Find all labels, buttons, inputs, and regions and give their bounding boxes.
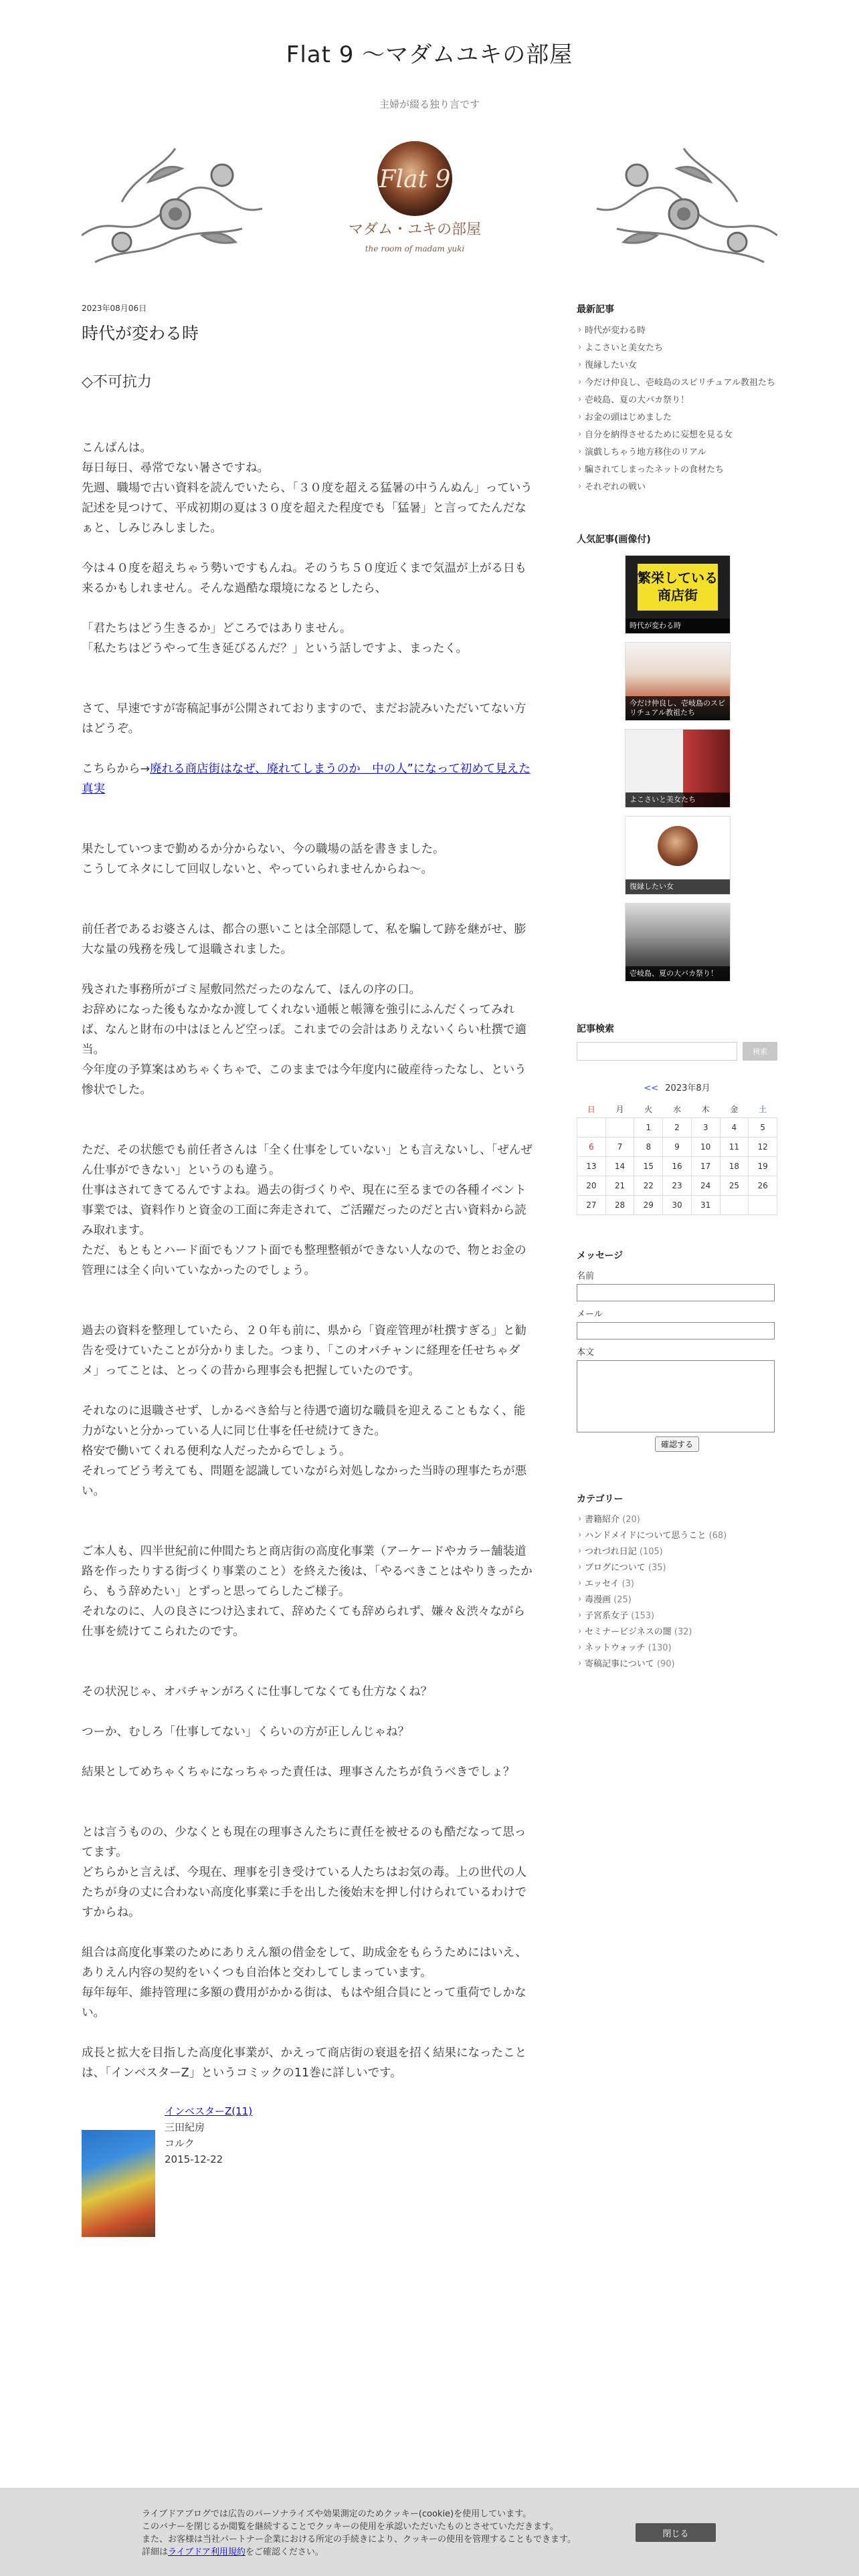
weekday-label: 日 [587,1104,595,1114]
weekday-label: 金 [730,1104,739,1114]
paragraph: とは言うものの、少なくとも現在の理事さんたちに責任を被せるのも酷だなって思ってます。 [82,1826,527,1859]
search-title: 記事検索 [577,1024,614,1035]
calendar-day: 20 [577,1176,606,1196]
paragraph: ただ、もともとハード面でもソフト面でも整理整頓ができない人なので、物とお金の管理には全く向いていなかったのでしょう。 [82,1244,527,1277]
paragraph: 前任者であるお婆さんは、都合の悪いことは全部隠して、私を騙して跡を継がせ、膨大な量の残務を残して退職されました。 [82,923,527,956]
popular-post-label: 壱岐島、夏の大バカ祭り！ [626,966,730,981]
paragraph: 過去の資料を整理していたら、２０年も前に、県から「資産管理が杜撰すぎる」と勧告を受けていたことが分かりました。つまり、「このオバチャンに経理を任せちゃダメ」ってことは、とっくの昔から理事会も把握していたのです。 [82,1324,527,1378]
category-item[interactable] [577,1640,777,1656]
category-name[interactable]: エッセイ [585,1579,619,1589]
calendar-day: 12 [749,1138,777,1157]
calendar-day: 16 [663,1157,692,1176]
category-name[interactable]: 書籍紹介 [585,1515,620,1525]
name-field[interactable] [577,1284,775,1301]
weekday-label: 火 [644,1104,653,1114]
calendar-day [720,1196,749,1215]
weekday-label: 月 [615,1104,624,1114]
popular-post-card[interactable] [625,642,731,721]
calendar-day [605,1118,634,1138]
category-item[interactable] [577,1576,777,1592]
calendar-day: 7 [605,1138,634,1157]
calendar-day[interactable]: 6 [577,1138,606,1157]
category-name[interactable]: ネットウォッチ [585,1643,646,1653]
paragraph: 成長と拡大を目指した高度化事業が、かえって商店街の衰退を招く結果になったことは、「インベスターZ」というコミックの11巻に詳しいです。 [82,2046,527,2080]
calendar-day: 9 [663,1138,692,1157]
search-row [577,1042,777,1061]
cookie-line-suffix: をご確認ください。 [245,2547,324,2557]
popular-post-card[interactable] [625,555,731,634]
calendar-day: 13 [577,1157,606,1176]
paragraph: 仕事はされてきてるんですよね。過去の街づくりや、現在に至るまでの各種イベント事業では、資料作りと資金の工面に奔走されて、ご活躍だったのだと古い資料から読み取れます。 [82,1184,527,1237]
message-body-field[interactable] [577,1360,775,1432]
paragraph: こんばんは。 [82,441,152,455]
calendar-day: 14 [605,1157,634,1176]
cookie-consent-bar [0,2488,859,2576]
calendar-day: 29 [634,1196,663,1215]
site-title[interactable]: Flat 9 〜マダムユキの部屋 [286,41,573,68]
calendar-day: 30 [663,1196,692,1215]
calendar-day: 21 [605,1176,634,1196]
paragraph: それってどう考えても、問題を認識していながら対処しなかった当時の理事たちが悪い。 [82,1465,527,1498]
mail-label: メール [577,1309,603,1319]
category-item[interactable] [577,1624,777,1640]
recent-post-item[interactable]: › 壱岐島、夏の大バカ祭り！ [577,392,777,409]
recent-post-item[interactable]: › 今だけ仲良し、壱岐島のスピリチュアル教祖たち [577,374,777,392]
category-widget [577,1492,777,1673]
category-name[interactable]: ブログについて [585,1563,646,1573]
cookie-line: ライブドアブログでは広告のパーソナライズや効果測定のためクッキー(cookie)を使用しています。 [142,2509,532,2519]
calendar-day: 26 [749,1176,777,1196]
category-name[interactable]: 寄稿記事について [585,1659,654,1669]
category-name[interactable]: セミナービジネスの闇 [585,1627,672,1637]
calendar-day: 18 [720,1157,749,1176]
header-banner[interactable] [82,135,777,269]
book-publisher: コルク [165,2137,195,2149]
logo-jp-title: マダム・ユキの部屋 [348,221,482,238]
calendar-day: 5 [749,1118,777,1138]
name-label: 名前 [577,1271,595,1281]
paragraph: 「私たちはどうやって生き延びるんだ？」という話しですよ、まったく。 [82,642,468,655]
paragraph: さて、早速ですが寄稿記事が公開されておりますので、まだお読みいただいてない方はどうぞ。 [82,702,527,736]
category-count: (105) [639,1547,663,1557]
category-count: (90) [656,1659,675,1669]
category-title: カテゴリー [577,1494,624,1505]
recent-posts-title: 最新記事 [577,304,614,315]
paragraph: 今は４０度を超えちゃう勢いですもんね。そのうち５０度近くまで気温が上がる日も来るかもしれません。そんな過酷な環境になるとしたら、 [82,562,527,595]
popular-posts-title: 人気記事(画像付) [577,534,651,545]
paragraph: 果たしていつまで勤めるか分からない、今の職場の話を書きました。 [82,843,445,856]
paragraph: 「君たちはどう生きるか」どころではありません。 [82,622,352,635]
confirm-button[interactable]: 確認する [655,1436,699,1452]
recent-post-item[interactable]: › お金の頭はじめました [577,409,777,427]
post-title[interactable]: 時代が変わる時 [82,324,199,343]
category-count: (32) [674,1627,692,1637]
logo-subtitle: the room of madam yuki [365,244,465,253]
weekday-label: 水 [672,1104,681,1114]
paragraph: どちらかと言えば、今現在、理事を引き受けている人たちはお気の毒。上の世代の人たちが身の丈に合わない高度化事業に手を出した後始末を押し付けられているわけですからね。 [82,1866,527,1919]
recent-posts-widget [577,302,777,496]
popular-post-label: 今だけ仲良し、壱岐島のスピリチュアル教祖たち [626,696,730,720]
paragraph: 結果としてめちゃくちゃになっちゃった責任は、理事さんたちが負うべきでしょ？ [82,1765,515,1779]
calendar-day: 10 [691,1138,720,1157]
mail-field[interactable] [577,1322,775,1339]
paragraph: 毎年毎年、維持管理に多額の費用がかかる街は、もはや組合員にとって重荷でしかない。 [82,1986,527,2020]
category-name[interactable]: ハンドメイドについて思うこと [585,1531,706,1541]
popular-post-label: 時代が変わる時 [626,619,730,633]
category-name[interactable]: 毒漫画 [585,1595,611,1605]
calendar-day: 24 [691,1176,720,1196]
search-button[interactable]: 検索 [743,1042,777,1061]
category-item[interactable] [577,1528,777,1544]
logo-orb-thumb [658,826,698,866]
paragraph: それなのに退職させず、しかるべき給与と待遇で適切な職員を迎えることもなく、能力がないと分かっている人に同じ仕事を任せ続けてきた。 [82,1404,526,1438]
link-prefix: こちらから→ [82,762,151,776]
weekday-label: 土 [759,1104,767,1114]
popular-post-card[interactable] [625,903,731,982]
terms-link[interactable]: ライブドア利用規約 [168,2547,246,2557]
calendar-day: 27 [577,1196,606,1215]
category-count: (25) [613,1595,632,1605]
right-floral-ornament [597,148,777,262]
book-title-link[interactable]: インベスターZ(11) [165,2105,253,2117]
category-item[interactable] [577,1544,777,1560]
calendar-day: 1 [634,1118,663,1138]
category-item[interactable] [577,1592,777,1608]
paragraph: つーか、むしろ「仕事してない」くらいの方が正しんじゃね？ [82,1725,409,1739]
calendar-day: 2 [663,1118,692,1138]
calendar-day: 8 [634,1138,663,1157]
popular-post-label: 復縁したい女 [626,879,730,894]
message-title: メッセージ [577,1251,624,1261]
calendar-month: 2023年8月 [665,1083,710,1093]
category-item[interactable] [577,1608,777,1624]
post-date: 2023年08月06日 [82,304,147,313]
site-header [0,0,859,111]
body-label: 本文 [577,1348,595,1358]
paragraph: その状況じゃ、オバチャンがろくに仕事してなくても仕方なくね？ [82,1685,433,1699]
category-count: (20) [622,1515,640,1525]
category-count: (68) [708,1531,727,1541]
calendar-prev-link[interactable]: << [644,1083,659,1093]
category-count: (130) [648,1643,672,1653]
paragraph: 毎日毎日、尋常でない暑さですね。 [82,461,269,475]
cookie-line [142,2546,576,2559]
category-list [577,1512,777,1673]
calendar-day: 11 [720,1138,749,1157]
calendar-day: 22 [634,1176,663,1196]
paragraph: ご本人も、四半世紀前に仲間たちと商店街の高度化事業（アーケードやカラー舗装道路を作ったりする街づくり事業のこと）を終えた後は、「やるべきことはやりきったから、もう辞めたい」とずっと思ってらしたご様子。 [82,1545,533,1598]
calendar-day [577,1118,606,1138]
calendar-header [577,1081,777,1093]
recent-post-item[interactable]: › それぞれの戦い [577,479,777,496]
calendar-day: 23 [663,1176,692,1196]
calendar-day: 4 [720,1118,749,1138]
message-widget [577,1249,777,1452]
category-name[interactable]: つれづれ日記 [585,1547,637,1557]
book-card [82,2103,535,2237]
book-cover-image[interactable] [82,2130,155,2237]
post-body [82,372,535,2237]
popular-post-card[interactable] [625,729,731,808]
book-info [165,2103,252,2167]
search-widget [577,1022,777,1061]
paragraph: 今年度の予算案はめちゃくちゃで、このままでは今年度内に破産待ったなし、という惨状でした。 [82,1063,527,1097]
recent-post-item[interactable]: › 時代が変わる時 [577,322,777,340]
popular-post-card[interactable] [625,816,731,895]
paragraph: 先週、職場で古い資料を読んでいたら、「３０度を超える猛暑の中うんぬん」っていう記述を見つけて、平成初期の夏は３０度を超えた程度でも「猛暑」と言ってたんだなぁと、しみじみしました。 [82,481,533,535]
calendar-day: 19 [749,1157,777,1176]
recent-posts-list [577,322,777,496]
calendar-day: 17 [691,1157,720,1176]
cookie-line-prefix: 詳細は [142,2547,169,2557]
site-description: 主婦が綴る独り言です [379,98,480,110]
cookie-text [142,2508,576,2559]
recent-post-item[interactable]: › 自分を納得させるために妄想を見る女 [577,427,777,444]
link-paragraph [82,759,535,799]
paragraph: お辞めになった後もなかなか渡してくれない通帳と帳簿を強引にふんだくってみれば、なんと財布の中はほとんど空っぽ。これまでの会計はありえないくらい杜撰で適当。 [82,1003,527,1057]
calendar-day: 15 [634,1157,663,1176]
category-item[interactable] [577,1560,777,1576]
calendar-day: 31 [691,1196,720,1215]
book-date: 2015-12-22 [165,2153,223,2165]
paragraph: それなのに、人の良さにつけ込まれて、辞めたくても辞められず、嫌々＆渋々ながら仕事を続けてこられたのです。 [82,1605,525,1638]
category-count: (3) [622,1579,634,1589]
cookie-line: また、お客様は当社パートナー企業における所定の手続きにより、クッキーの使用を管理することもできます。 [142,2535,576,2545]
calendar-day [749,1196,777,1215]
paragraph: 組合は高度化事業のためにありえん額の借金をして、助成金をもらうためにはいえ、ありえん内容の契約をいくつも自治体と交わしてしまっています。 [82,1946,527,1979]
article-link[interactable]: 廃れる商店街はなぜ、廃れてしまうのか 中の人”になって初めて見えた真実 [82,762,531,796]
paragraph: ただ、その状態でも前任者さんは「全く仕事をしていない」とも言えないし、「ぜんぜん仕事ができない」というのも違う。 [82,1144,533,1177]
calendar-day: 28 [605,1196,634,1215]
popular-posts-widget [577,532,777,982]
banner-art [82,135,777,269]
sidebar [577,302,777,1673]
category-count: (153) [631,1611,655,1621]
calendar-day: 3 [691,1118,720,1138]
left-floral-ornament [82,148,262,262]
cookie-line: このバナーを閉じるか閲覧を継続することでクッキーの使用を承認いただいたものとさせていただきます。 [142,2522,559,2532]
category-name[interactable]: 子宮系女子 [585,1611,629,1621]
logo-script: Flat 9 [379,166,451,193]
post-heading: ◇不可抗力 [82,374,152,391]
cookie-close-button[interactable]: 閉じる [636,2523,716,2542]
recent-post-item[interactable]: › 演戯しちゃう地方移住のリアル [577,444,777,461]
recent-post-item[interactable]: › 復縁したい女 [577,357,777,374]
search-input[interactable] [577,1042,737,1061]
popular-post-label: よこさいと美女たち [626,792,730,807]
recent-post-item[interactable]: › よこさいと美女たち [577,340,777,357]
calendar-day: 25 [720,1176,749,1196]
calendar-widget [577,1081,777,1215]
weekday-label: 木 [701,1104,710,1114]
recent-post-item[interactable]: › 騙されてしまったネットの食材たち [577,461,777,479]
category-item[interactable] [577,1656,777,1673]
paragraph: 格安で働いてくれる便利な人だったからでしょう。 [82,1444,351,1458]
category-count: (35) [648,1563,666,1573]
thumbnail-caption: 繁栄している商店街 [638,564,718,611]
category-item[interactable] [577,1512,777,1528]
paragraph: 残された事務所がゴミ屋敷同然だったのなんて、ほんの序の口。 [82,983,421,996]
book-author: 三田紀房 [165,2121,205,2133]
main-column [82,302,535,2237]
paragraph: こうしてネタにして回収しないと、やっていられませんからね〜。 [82,863,433,876]
calendar-table [577,1100,777,1215]
